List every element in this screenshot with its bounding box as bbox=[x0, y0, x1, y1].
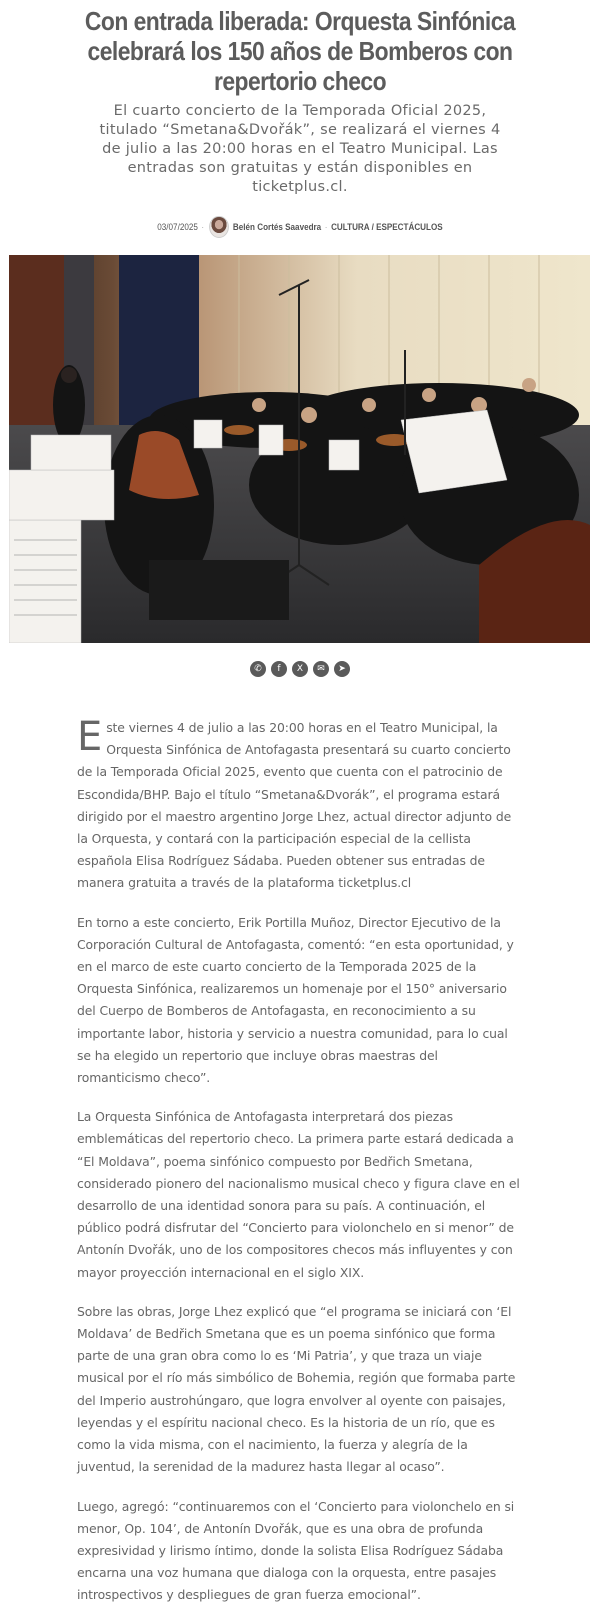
whatsapp-icon[interactable]: ✆ bbox=[250, 661, 266, 677]
article-body bbox=[77, 714, 522, 1607]
article-paragraph: Luego, agregó: “continuaremos con el ‘Concierto para violonchelo en si menor, Op. 104’, de Antonín Dvořák, que es una obra de profunda expresividad y lirismo íntimo, donde la solista Elisa Rodríguez Sádaba encarna una voz humana que dialoga con la orquesta, entre pasajes introspectivos y despliegues de gran fuerza emocional”. bbox=[77, 1498, 515, 1603]
meta-separator: · bbox=[201, 222, 205, 232]
category-link[interactable]: CULTURA / ESPECTÁCULOS bbox=[331, 222, 443, 232]
article-paragraph: La Orquesta Sinfónica de Antofagasta interpretará dos piezas emblemáticas del repertorio checo. La primera parte estará dedicada a “El Moldava”, poema sinfónico compuesto por Bedřich Smetana, considerado pionero del nacionalismo musical checo y figura clave en el desarrollo de una identidad sonora para su país. A continuación, el público podrá disfrutar del “Concierto para violonchelo en si menor” de Antonín Dvořák, uno de los compositores checos más influyentes y con mayor proyección internacional en el siglo XIX. bbox=[77, 1109, 520, 1280]
article-paragraph bbox=[77, 714, 522, 895]
author-avatar[interactable] bbox=[210, 216, 230, 238]
author-name[interactable]: Belén Cortés Saavedra bbox=[232, 222, 322, 232]
article-subtitle: El cuarto concierto de la Temporada Oficial 2025, titulado “Smetana&Dvořák”, se realizará el viernes 4 de julio a las 20:00 horas en el Teatro Municipal. Las entradas son gratuitas y están disponibles en ticketplus.cl. bbox=[99, 103, 501, 195]
facebook-icon[interactable]: f bbox=[271, 661, 287, 677]
x-icon[interactable]: X bbox=[292, 661, 308, 677]
telegram-icon[interactable]: ➤ bbox=[334, 661, 350, 677]
hero-photo-orchestra bbox=[9, 255, 590, 643]
article-meta bbox=[30, 216, 570, 238]
article-title: Con entrada liberada: Orquesta Sinfónica celebrará los 150 años de Bomberos con repertorio checo bbox=[84, 6, 516, 96]
email-icon[interactable]: ✉ bbox=[313, 661, 329, 677]
meta-separator: · bbox=[324, 222, 328, 232]
paragraph-text: ste viernes 4 de julio a las 20:00 horas en el Teatro Municipal, la Orquesta Sinfónica de Antofagasta presentará su cuarto concierto de la Temporada Oficial 2025, evento que cuenta con el patrocinio de Escondida/BHP. Bajo el título “Smetana&Dvorák”, el programa estará dirigido por el maestro argentino Jorge Lhez, actual director adjunto de la Orquesta, y contará con la participación especial de la cellista española Elisa Rodríguez Sádaba. Pueden obtener sus entradas de manera gratuita a través de la plataforma ticketplus.cl bbox=[77, 720, 512, 891]
article-paragraph: En torno a este concierto, Erik Portilla Muñoz, Director Ejecutivo de la Corporación Cultural de Antofagasta, comentó: “en esta oportunidad, y en el marco de este cuarto concierto de la Temporada 2025 de la Orquesta Sinfónica, realizaremos un homenaje por el 150° aniversario del Cuerpo de Bomberos de Antofagasta, en reconocimiento a su importante labor, historia y servicio a nuestra comunidad, para lo cual se ha elegido un repertorio que incluye obras maestras del romanticismo checo”. bbox=[77, 914, 514, 1086]
share-bar bbox=[0, 661, 600, 677]
publish-date: 03/07/2025 bbox=[157, 222, 198, 232]
article-paragraph: Sobre las obras, Jorge Lhez explicó que “el programa se iniciará con ‘El Moldava’ de Bedřich Smetana que es un poema sinfónico que forma parte de una gran obra como lo es ‘Mi Patria’, y que traza un viaje musical por el río más simbólico de Bohemia, región que formaba parte del Imperio austrohúngaro, que logra envolver al oyente con paisajes, leyendas y el espíritu nacional checo. Es la historia de un río, que es como la vida misma, con el nacimiento, la fuerza y alegría de la juventud, la serenidad de la madurez hasta llegar al ocaso”. bbox=[77, 1303, 516, 1475]
drop-cap: E bbox=[77, 714, 103, 760]
